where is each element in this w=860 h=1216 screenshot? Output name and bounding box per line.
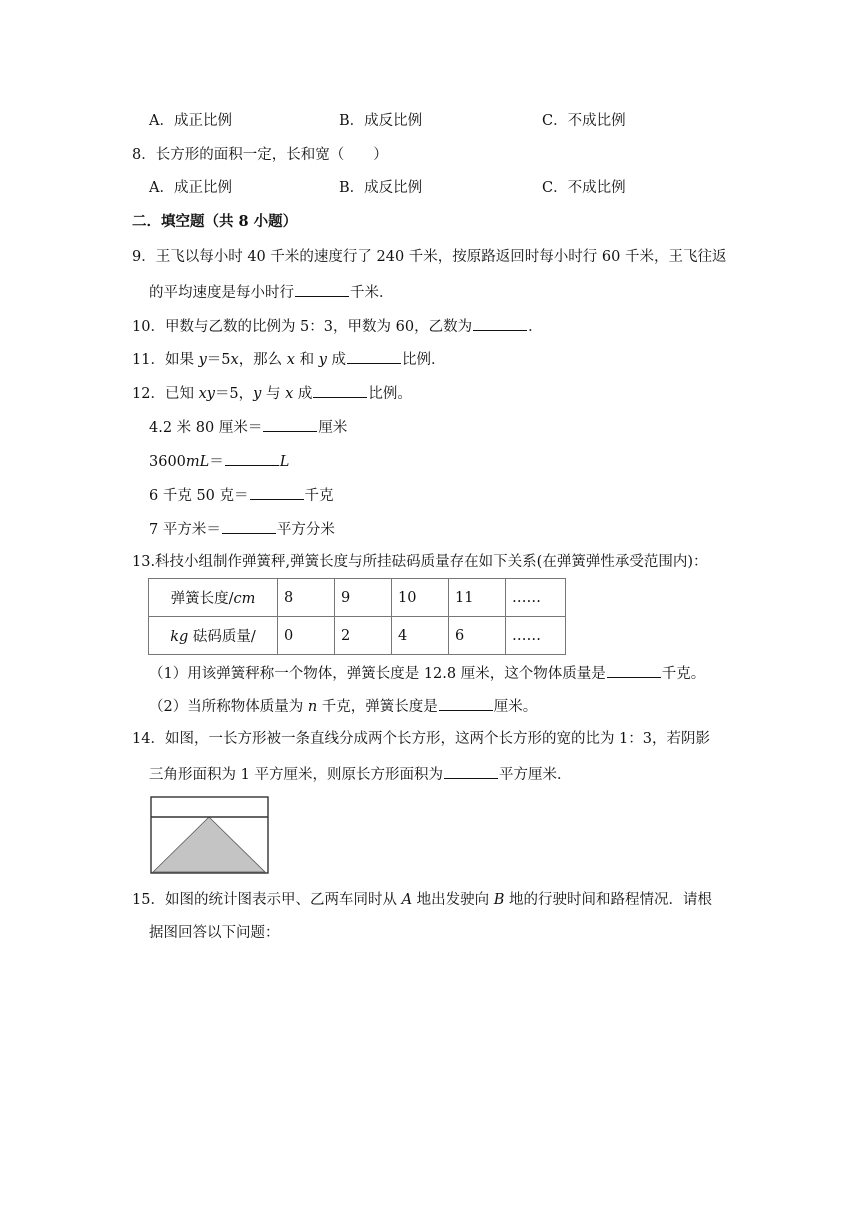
- answer-blank[interactable]: [263, 416, 317, 432]
- header-unit: kg: [170, 629, 189, 645]
- var-x: x: [285, 386, 294, 402]
- table-cell: 4: [392, 617, 449, 655]
- header-text: 弹簧长度/: [170, 591, 234, 607]
- answer-blank[interactable]: [439, 695, 493, 711]
- q12-conversion-3: [149, 484, 334, 506]
- conv-unit: L: [279, 454, 290, 470]
- question-14-line2: [149, 763, 571, 785]
- question-14-line1: 14．如图，一长方形被一条直线分成两个长方形，这两个长方形的宽的比为 1：3，若阴影: [132, 731, 711, 747]
- var-y: y: [198, 352, 207, 368]
- q10-end: ．: [528, 319, 543, 335]
- conv-text: 7 平方米＝: [149, 522, 221, 538]
- question-10: [132, 315, 543, 337]
- question-12: [132, 382, 412, 404]
- q8-option-c: C．不成比例: [542, 180, 626, 196]
- answer-blank[interactable]: [250, 484, 304, 500]
- table-cell: ……: [506, 617, 566, 655]
- conv-unit: 千克: [304, 488, 334, 504]
- answer-blank[interactable]: [607, 662, 661, 678]
- var-b: B: [493, 892, 505, 908]
- table-cell: 11: [449, 579, 506, 617]
- q15-text: 地的行驶时间和路程情况．请根: [504, 892, 713, 908]
- conv-text: 4.2 米 80 厘米＝: [149, 420, 263, 436]
- q14-text: 三角形面积为 1 平方厘米，则原长方形面积为: [149, 767, 443, 783]
- q13-sub-2: [149, 695, 537, 717]
- q14-unit: 平方厘米．: [498, 767, 572, 783]
- q9-text: 的平均速度是每小时行: [149, 285, 294, 301]
- question-11: [132, 348, 446, 370]
- q12-text: 与: [261, 386, 286, 402]
- answer-blank[interactable]: [347, 348, 401, 364]
- table-header: [149, 617, 278, 655]
- answer-blank[interactable]: [473, 315, 527, 331]
- table-cell: 9: [335, 579, 392, 617]
- q15-text: 地出发驶向: [412, 892, 494, 908]
- var-n: n: [307, 699, 318, 715]
- q12-text: 成: [293, 386, 313, 402]
- table-row: [149, 617, 566, 655]
- question-9-line1: 9．王飞以每小时 40 千米的速度行了 240 千米，按原路返回时每小时行 60 千米，王飞往返: [132, 249, 727, 265]
- question-15-line1: [132, 890, 712, 910]
- var-xy: xy: [198, 386, 215, 402]
- sub-unit: 千克。: [661, 666, 706, 682]
- answer-blank[interactable]: [222, 518, 276, 534]
- var-x: x: [286, 352, 295, 368]
- q13-sub-1: [149, 662, 705, 684]
- q7-option-a: A．成正比例: [149, 113, 232, 129]
- table-cell: 0: [278, 617, 335, 655]
- table-row: [149, 579, 566, 617]
- table-cell: ……: [506, 579, 566, 617]
- question-15-line2: 据图回答以下问题：: [149, 925, 280, 941]
- q12-conversion-1: [149, 416, 347, 438]
- q7-option-c: C．不成比例: [542, 113, 626, 129]
- header-unit: cm: [233, 591, 256, 607]
- table-cell: 8: [278, 579, 335, 617]
- section-title: 二．填空题（共 8 小题）: [132, 213, 298, 230]
- q12-conversion-4: [149, 518, 335, 540]
- conv-unit: 平方分米: [276, 522, 335, 538]
- q9-unit: 千米．: [350, 285, 394, 301]
- conv-text: 6 千克 50 克＝: [149, 488, 249, 504]
- sub-text: 千克，弹簧长度是: [317, 699, 438, 715]
- q11-text: ＝5: [206, 352, 231, 368]
- var-a: A: [401, 892, 413, 908]
- table-header: [149, 579, 278, 617]
- q12-text: 12．已知: [132, 386, 199, 402]
- table-cell: 2: [335, 617, 392, 655]
- spring-table: [148, 578, 566, 655]
- q11-text: 和: [294, 352, 319, 368]
- var-y: y: [318, 352, 327, 368]
- question-9-line2: [149, 281, 394, 303]
- q8-option-a: A．成正比例: [149, 180, 232, 196]
- var-x: x: [230, 352, 239, 368]
- sub-text: （2）当所称物体质量为: [149, 699, 308, 715]
- q10-text: 10．甲数与乙数的比例为 5：3，甲数为 60，乙数为: [132, 319, 473, 335]
- conv-number: 3600: [149, 454, 186, 470]
- conv-unit: mL: [185, 454, 210, 470]
- q11-text: 成: [326, 352, 347, 368]
- rectangle-figure: [150, 796, 270, 876]
- q12-conversion-2: [149, 450, 289, 472]
- q7-option-b: B．成反比例: [339, 113, 423, 129]
- sub-text: （1）用该弹簧秤称一个物体，弹簧长度是 12.8 厘米，这个物体质量是: [149, 666, 606, 682]
- answer-blank[interactable]: [295, 281, 349, 297]
- q11-text: 11．如果: [132, 352, 199, 368]
- question-8: 8．长方形的面积一定，长和宽（ ）: [132, 147, 388, 163]
- var-y: y: [253, 386, 262, 402]
- header-text: 砝码质量/: [188, 629, 256, 645]
- table-cell: 6: [449, 617, 506, 655]
- table-cell: 10: [392, 579, 449, 617]
- conv-unit: 厘米: [318, 420, 348, 436]
- q11-text: ，那么: [238, 352, 287, 368]
- sub-unit: 厘米。: [493, 699, 538, 715]
- q8-option-b: B．成反比例: [339, 180, 423, 196]
- answer-blank[interactable]: [444, 763, 498, 779]
- q12-text: ＝5，: [214, 386, 254, 402]
- q15-text: 15．如图的统计图表示甲、乙两车同时从: [132, 892, 402, 908]
- question-13: 13.科技小组制作弹簧秤,弹簧长度与所挂砝码质量存在如下关系(在弹簧弹性承受范围内)：: [132, 554, 708, 570]
- q11-end: 比例．: [402, 352, 446, 368]
- q12-end: 比例。: [368, 386, 412, 402]
- conv-equals: ＝: [209, 454, 224, 470]
- answer-blank[interactable]: [225, 450, 279, 466]
- answer-blank[interactable]: [313, 382, 367, 398]
